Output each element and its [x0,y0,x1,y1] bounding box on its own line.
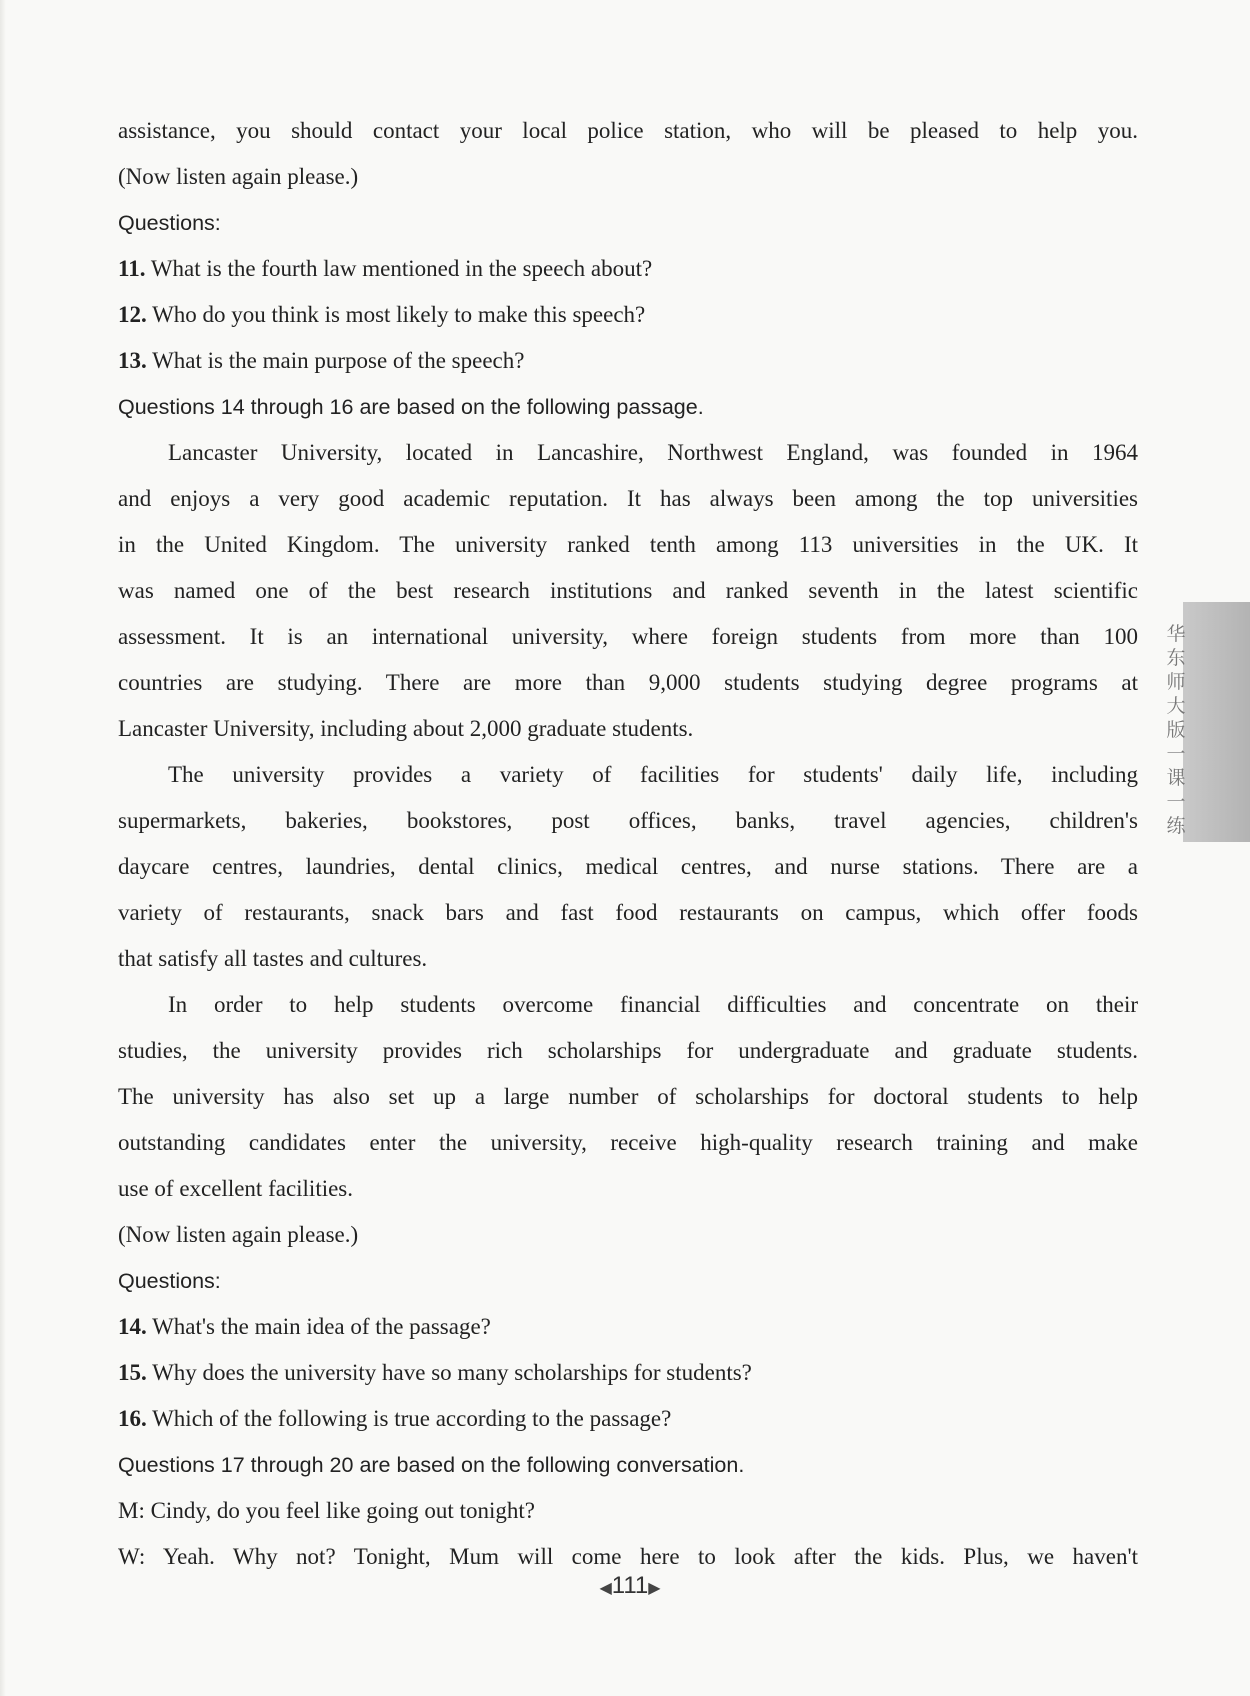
dialogue-line: W: Yeah. Why not? Tonight, Mum will come here to look after the kids. Plus, we haven't [118,1544,1138,1569]
page-number [590,1572,670,1600]
question-item [118,1350,1138,1396]
question-number: 15. [118,1360,147,1385]
question-text: Who do you think is most likely to make this speech? [152,302,646,327]
now-listen-again: (Now listen again please.) [118,164,359,189]
right-arrow-icon: ▶ [648,1580,661,1597]
question-number: 11. [118,256,146,281]
passage-line: and enjoys a very good academic reputation. It has always been among the top universities [118,486,1138,511]
questions-label: Questions: [118,1269,221,1293]
question-number: 12. [118,302,147,327]
page-number-value: 111 [611,1572,649,1599]
question-item [118,1304,1138,1350]
question-text: What is the fourth law mentioned in the speech about? [150,256,653,281]
side-tab-label: 华东师大版一课一练 [1166,623,1186,837]
passage-line: outstanding candidates enter the university, receive high-quality research training and make [118,1130,1138,1155]
question-item [118,1396,1138,1442]
question-text: What is the main purpose of the speech? [152,348,525,373]
question-item [118,292,1138,338]
passage-line: use of excellent facilities. [118,1176,354,1201]
section-heading: Questions 17 through 20 are based on the following conversation. [118,1453,745,1477]
passage-line: assessment. It is an international university, where foreign students from more than 100 [118,624,1138,649]
dialogue-line: M: Cindy, do you feel like going out tonight? [118,1498,535,1523]
passage-line: The university has also set up a large number of scholarships for doctoral students to help [118,1084,1138,1109]
question-number: 13. [118,348,147,373]
passage-line: was named one of the best research institutions and ranked seventh in the latest scientific [118,578,1138,603]
side-tab [1183,602,1250,842]
passage-line: Lancaster University, including about 2,000 graduate students. [118,716,694,741]
passage-line: studies, the university provides rich scholarships for undergraduate and graduate students. [118,1038,1138,1063]
document-page [118,108,1138,1580]
passage-line: variety of restaurants, snack bars and fast food restaurants on campus, which offer foods [118,900,1138,925]
continued-line: assistance, you should contact your local police station, who will be pleased to help you. [118,118,1138,143]
question-text: Why does the university have so many scholarships for students? [152,1360,752,1385]
questions-label: Questions: [118,211,221,235]
section-heading: Questions 14 through 16 are based on the following passage. [118,395,704,419]
question-text: What's the main idea of the passage? [152,1314,491,1339]
passage-line: The university provides a variety of facilities for students' daily life, including [168,762,1138,787]
passage-line: daycare centres, laundries, dental clinics, medical centres, and nurse stations. There are a [118,854,1138,879]
left-arrow-icon: ◀ [599,1580,612,1597]
question-item [118,338,1138,384]
passage-line: In order to help students overcome financial difficulties and concentrate on their [168,992,1138,1017]
question-number: 14. [118,1314,147,1339]
page-edge-shadow [0,0,6,1696]
now-listen-again: (Now listen again please.) [118,1222,359,1247]
question-item [118,246,1138,292]
passage-line: that satisfy all tastes and cultures. [118,946,428,971]
passage-line: Lancaster University, located in Lancashire, Northwest England, was founded in 1964 [168,440,1138,465]
question-text: Which of the following is true according to the passage? [152,1406,672,1431]
question-number: 16. [118,1406,147,1431]
passage-line: in the United Kingdom. The university ranked tenth among 113 universities in the UK. It [118,532,1138,557]
passage-line: supermarkets, bakeries, bookstores, post offices, banks, travel agencies, children's [118,808,1138,833]
passage-line: countries are studying. There are more than 9,000 students studying degree programs at [118,670,1138,695]
